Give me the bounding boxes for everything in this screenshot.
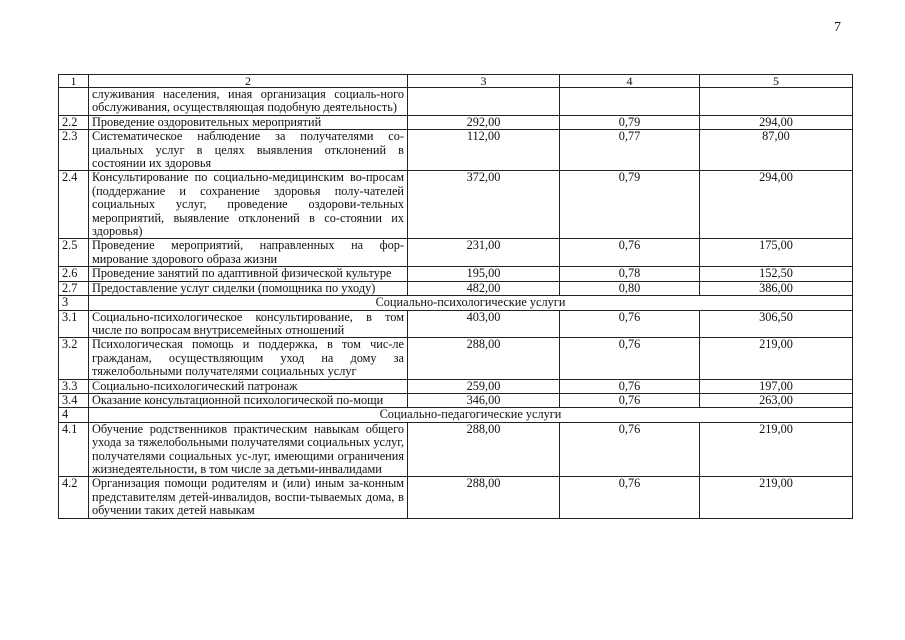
row-number [59, 88, 89, 116]
table-row [59, 310, 853, 338]
table-row [59, 130, 853, 171]
value-col-5: 219,00 [700, 477, 853, 518]
service-name: служивания населения, иная организация социаль-ного обслуживания, осуществляющая подобную деятельность) [89, 88, 408, 116]
service-name: Психологическая помощь и поддержка, в том чис-ле гражданам, осуществляющим уход на дому за тяжелобольными получателями социальных услуг [89, 338, 408, 379]
header-col-4: 4 [560, 75, 700, 88]
value-col-3: 288,00 [408, 422, 560, 477]
service-name: Социально-психологический патронаж [89, 379, 408, 393]
row-number: 3.4 [59, 393, 89, 407]
section-number: 3 [59, 296, 89, 310]
service-name: Обучение родственников практическим навыкам общего ухода за тяжелобольными получателями социальных услуг, получателями социальных ус-луг, имеющими ограничения жизнедеятельности, в том числе за детьми-инвалидами [89, 422, 408, 477]
value-col-3: 231,00 [408, 239, 560, 267]
value-col-3: 292,00 [408, 115, 560, 129]
section-title: Социально-педагогические услуги [89, 408, 853, 422]
row-number: 3.2 [59, 338, 89, 379]
value-col-3: 259,00 [408, 379, 560, 393]
header-col-3: 3 [408, 75, 560, 88]
page-number: 7 [834, 20, 841, 35]
value-col-4: 0,78 [560, 267, 700, 281]
row-number: 2.6 [59, 267, 89, 281]
value-col-4: 0,76 [560, 393, 700, 407]
section-row [59, 296, 853, 310]
value-col-3 [408, 88, 560, 116]
value-col-5: 263,00 [700, 393, 853, 407]
row-number: 2.7 [59, 281, 89, 295]
table-row [59, 171, 853, 239]
service-name: Проведение занятий по адаптивной физической культуре [89, 267, 408, 281]
header-col-5: 5 [700, 75, 853, 88]
section-title: Социально-психологические услуги [89, 296, 853, 310]
value-col-3: 288,00 [408, 477, 560, 518]
row-number: 3.3 [59, 379, 89, 393]
service-name: Предоставление услуг сиделки (помощника по уходу) [89, 281, 408, 295]
value-col-4: 0,76 [560, 239, 700, 267]
value-col-5: 87,00 [700, 130, 853, 171]
value-col-4: 0,76 [560, 310, 700, 338]
row-number: 2.3 [59, 130, 89, 171]
service-name: Проведение мероприятий, направленных на фор-мирование здорового образа жизни [89, 239, 408, 267]
table-row [59, 267, 853, 281]
value-col-5: 197,00 [700, 379, 853, 393]
header-row [59, 75, 853, 88]
value-col-4 [560, 88, 700, 116]
table-row [59, 379, 853, 393]
value-col-4: 0,76 [560, 422, 700, 477]
table-row [59, 239, 853, 267]
value-col-4: 0,76 [560, 338, 700, 379]
value-col-3: 482,00 [408, 281, 560, 295]
value-col-3: 346,00 [408, 393, 560, 407]
table-row [59, 393, 853, 407]
value-col-5: 175,00 [700, 239, 853, 267]
table-row [59, 115, 853, 129]
value-col-3: 112,00 [408, 130, 560, 171]
value-col-5: 386,00 [700, 281, 853, 295]
value-col-3: 403,00 [408, 310, 560, 338]
tariff-table [58, 74, 853, 519]
value-col-4: 0,79 [560, 171, 700, 239]
row-number: 4.2 [59, 477, 89, 518]
value-col-3: 372,00 [408, 171, 560, 239]
header-col-2: 2 [89, 75, 408, 88]
value-col-5: 219,00 [700, 338, 853, 379]
value-col-3: 288,00 [408, 338, 560, 379]
service-name: Социально-психологическое консультирование, в том числе по вопросам внутрисемейных отношений [89, 310, 408, 338]
table-row [59, 338, 853, 379]
table-row [59, 88, 853, 116]
value-col-4: 0,77 [560, 130, 700, 171]
value-col-5 [700, 88, 853, 116]
service-name: Систематическое наблюдение за получателями со-циальных услуг в целях выявления отклонений в состоянии их здоровья [89, 130, 408, 171]
value-col-5: 152,50 [700, 267, 853, 281]
value-col-5: 306,50 [700, 310, 853, 338]
table-row [59, 477, 853, 518]
table-row [59, 422, 853, 477]
value-col-5: 294,00 [700, 115, 853, 129]
service-name: Оказание консультационной психологической по-мощи [89, 393, 408, 407]
row-number: 2.5 [59, 239, 89, 267]
row-number: 3.1 [59, 310, 89, 338]
row-number: 2.4 [59, 171, 89, 239]
section-row [59, 408, 853, 422]
value-col-4: 0,79 [560, 115, 700, 129]
service-name: Организация помощи родителям и (или) иным за-конным представителям детей-инвалидов, воспи-тываемых дома, в обучении таких детей навыкам [89, 477, 408, 518]
value-col-4: 0,76 [560, 477, 700, 518]
value-col-5: 219,00 [700, 422, 853, 477]
value-col-5: 294,00 [700, 171, 853, 239]
service-name: Консультирование по социально-медицинским во-просам (поддержание и сохранение здоровья полу-чателей социальных услуг, проведение оздорови-тельных мероприятий, выявление отклонений в со-стоянии их здоровья) [89, 171, 408, 239]
service-name: Проведение оздоровительных мероприятий [89, 115, 408, 129]
row-number: 2.2 [59, 115, 89, 129]
header-col-1: 1 [59, 75, 89, 88]
value-col-4: 0,76 [560, 379, 700, 393]
row-number: 4.1 [59, 422, 89, 477]
table-body [59, 75, 853, 519]
value-col-4: 0,80 [560, 281, 700, 295]
value-col-3: 195,00 [408, 267, 560, 281]
table-row [59, 281, 853, 295]
section-number: 4 [59, 408, 89, 422]
